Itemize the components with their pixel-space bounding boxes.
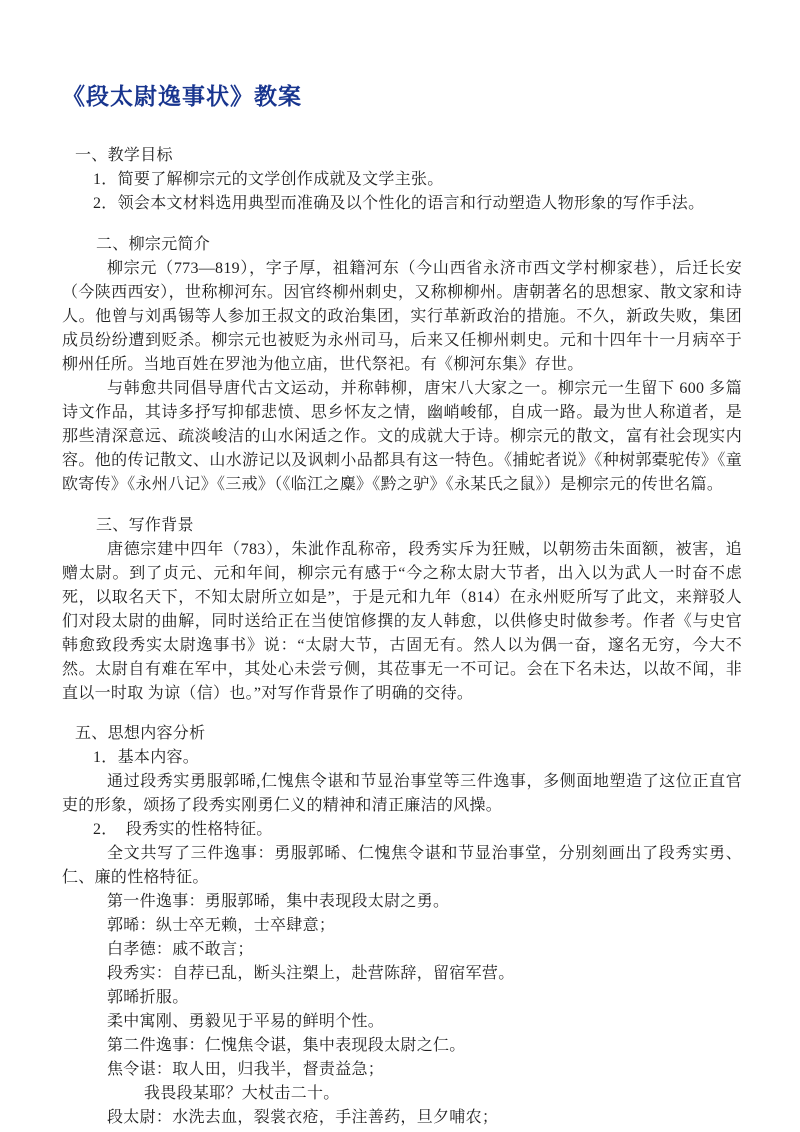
analysis-line: 柔中寓刚、勇毅见于平易的鲜明个性。 — [107, 1013, 385, 1030]
list-item: 1．简要了解柳宗元的文学创作成就及文学主张。 — [93, 171, 444, 188]
paragraph: 与韩愈共同倡导唐代古文运动，并称韩柳，唐宋八大家之一。柳宗元一生留下 600 多篇诗文作品，其诗多抒写抑郁悲愤、思乡怀友之情，幽峭峻郁，自成一路。最为世人称道者，是那些清深意远、疏淡峻洁的山水闲适之作。文的成就大于诗。柳宗元的散文，富有社会现实内容。他的传记散文、山水游记以及讽刺小品都具有这一特色。《捕蛇者说》《种树郭橐驼传》《童欧寄传》《永州八记》《三戒》（《临江之麋》《黔之驴》《永某氏之鼠》）是柳宗元的传世名篇。 — [62, 380, 742, 493]
analysis-line: 郭晞折服。 — [107, 989, 189, 1006]
analysis-line: 段太尉：水洗去血，裂裳衣疮，手注善药，旦夕哺农； — [107, 1109, 499, 1126]
paragraph: 柳宗元（773—819），字子厚，祖籍河东（今山西省永济市西文学村柳家巷），后迁长安（今陕西西安），世称柳河东。因官终柳州刺史，又称柳柳州。唐朝著名的思想家、散文家和诗人。他曾与刘禹锡等人参加王叔文的政治集团，实行革新政治的措施。不久，新政失败，集团成员纷纷遭到贬杀。柳宗元也被贬为永州司马，后来又任柳州刺史。元和十四年十一月病卒于柳州任所。当地百姓在罗池为他立庙，世代祭祀。有《柳河东集》存世。 — [62, 260, 742, 373]
list-item: 2．领会本文材料选用典型而准确及以个性化的语言和行动塑造人物形象的写作手法。 — [93, 195, 705, 212]
section-heading-writing-background: 三、写作背景 — [96, 517, 194, 534]
list-item: 1．基本内容。 — [93, 749, 200, 766]
analysis-line: 焦令谌：取人田，归我半，督责益急； — [107, 1061, 385, 1078]
paragraph: 唐德宗建中四年（783），朱泚作乱称帝，段秀实斥为狂贼，以朝笏击朱面额，被害，追赠太尉。到了贞元、元和年间，柳宗元有感于“今之称太尉大节者，出入以为武人一时奋不虑死，以取名天下，不知太尉所立如是”，于是元和九年（814）在永州贬所写了此文，来辩驳人们对段太尉的曲解，同时送给正在当使馆修撰的友人韩愈，以供修史时做参考。作者《与史官韩愈致段秀实太尉逸事书》说：“太尉大节，古固无有。然人以为偶一奋，邃名无穷，今大不然。太尉自有难在军中，其处心未尝亏侧，其莅事无一不可记。会在下名未达，以故不闻，非直以一时取 为谅（信）也。”对写作背景作了明确的交待。 — [62, 541, 742, 702]
analysis-line: 第一件逸事：勇服郭晞，集中表现段太尉之勇。 — [107, 893, 450, 910]
analysis-line: 第二件逸事：仁愧焦令谌，集中表现段太尉之仁。 — [107, 1037, 466, 1054]
analysis-line-quote: 我畏段某耶？大杖击二十。 — [144, 1085, 340, 1102]
list-item: 2． 段秀实的性格特征。 — [93, 821, 273, 838]
paragraph: 通过段秀实勇服郭晞,仁愧焦令谌和节显治事堂等三件逸事，多侧面地塑造了这位正直官吏的形象，颂扬了段秀实刚勇仁义的精神和清正廉洁的风操。 — [62, 773, 742, 814]
document-title: 《段太尉逸事状》教案 — [62, 83, 302, 109]
analysis-line: 段秀实：自荐已乱，断头注槊上，赴营陈辞，留宿军营。 — [107, 965, 515, 982]
analysis-line: 郭晞：纵士卒无赖，士卒肆意； — [107, 917, 336, 934]
section-heading-teaching-goals: 一、教学目标 — [75, 147, 173, 164]
section-heading-content-analysis: 五、思想内容分析 — [75, 725, 206, 742]
analysis-line: 白孝德：戚不敢言； — [107, 941, 254, 958]
paragraph: 全文共写了三件逸事：勇服郭晞、仁愧焦令谌和节显治事堂，分别刻画出了段秀实勇、仁、廉的性格特征。 — [62, 845, 742, 886]
section-heading-author-intro: 二、柳宗元简介 — [96, 236, 211, 253]
